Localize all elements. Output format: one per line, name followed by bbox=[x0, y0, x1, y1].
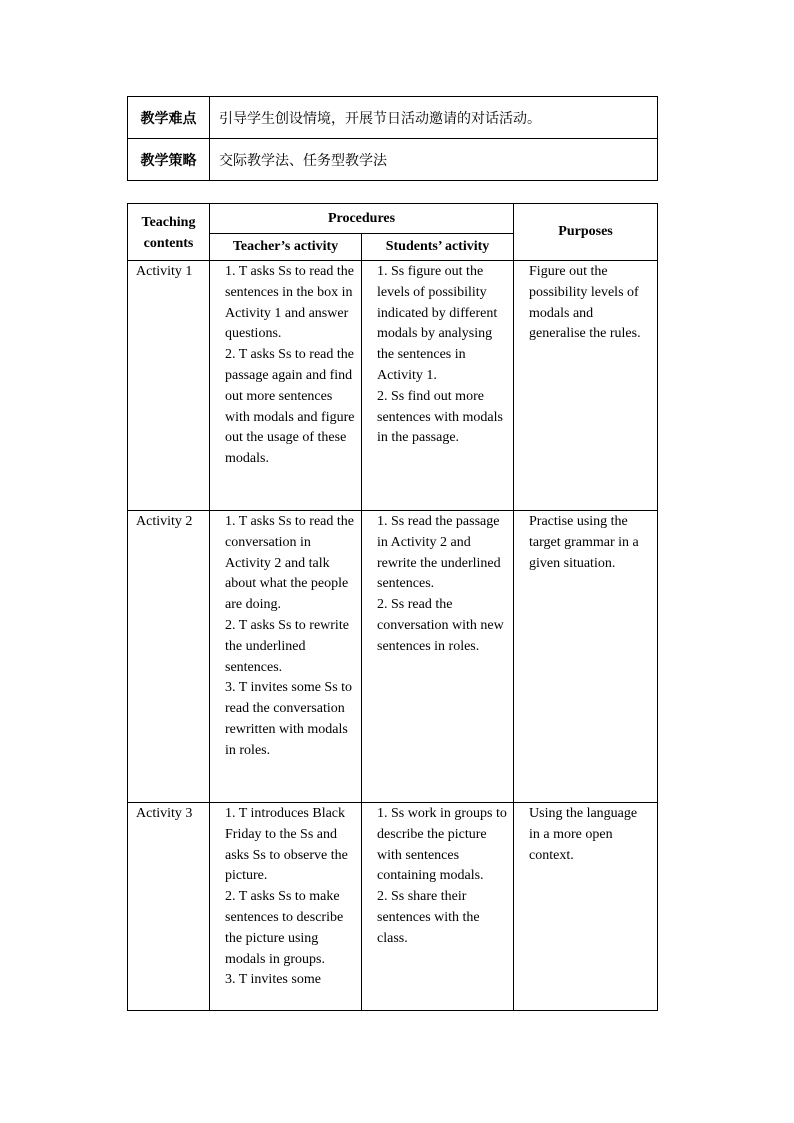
teacher-step: 1. T asks Ss to read the conversation in Activity 2 and talk about what the people are doing. bbox=[225, 514, 354, 613]
purposes-header: Purposes bbox=[514, 204, 658, 261]
teacher-activity-cell bbox=[210, 261, 362, 511]
teacher-step: 1. T introduces Black Friday to the Ss and asks Ss to observe the picture. bbox=[225, 806, 348, 884]
table-row bbox=[128, 261, 658, 511]
students-activity-cell bbox=[362, 803, 514, 1011]
purpose-cell bbox=[514, 511, 658, 803]
students-activity-cell bbox=[362, 261, 514, 511]
procedures-table bbox=[127, 203, 658, 1011]
procedures-header: Procedures bbox=[210, 204, 514, 234]
teacher-activity-cell bbox=[210, 803, 362, 1011]
teacher-step: 2. T asks Ss to make sentences to describe the picture using modals in groups. bbox=[225, 889, 344, 967]
strategy-table bbox=[127, 96, 658, 181]
header-row bbox=[128, 204, 658, 234]
purpose-text: Figure out the possibility levels of modals and generalise the rules. bbox=[529, 264, 641, 342]
students-step: 2. Ss find out more sentences with modals in the passage. bbox=[377, 388, 503, 446]
purpose-text: Using the language in a more open context. bbox=[529, 806, 638, 863]
students-activity-header: Students’ activity bbox=[362, 234, 514, 261]
activity-cell bbox=[128, 261, 210, 511]
row-label: 教学策略 bbox=[128, 139, 210, 181]
teaching-contents-header bbox=[128, 204, 210, 261]
teaching-contents-label: Teaching contents bbox=[141, 215, 196, 251]
table-row bbox=[128, 511, 658, 803]
table-row bbox=[128, 139, 658, 181]
purpose-text: Practise using the target grammar in a given situation. bbox=[529, 514, 639, 571]
purpose-cell bbox=[514, 803, 658, 1011]
row-label: 教学难点 bbox=[128, 97, 210, 139]
row-value: 引导学生创设情境，开展节日活动邀请的对话活动。 bbox=[210, 97, 658, 139]
table-row bbox=[128, 803, 658, 1011]
activity-label: Activity 1 bbox=[136, 264, 193, 279]
teacher-step: 2. T asks Ss to read the passage again and find out more sentences with modals and figure out the usage of these modals. bbox=[225, 347, 355, 467]
teacher-activity-header: Teacher’s activity bbox=[210, 234, 362, 261]
students-step: 1. Ss figure out the levels of possibility indicated by different modals by analysing the sentences in Activity 1. bbox=[377, 264, 498, 383]
activity-label: Activity 2 bbox=[136, 514, 193, 529]
teacher-step: 2. T asks Ss to rewrite the underlined sentences. bbox=[225, 617, 349, 675]
students-step: 2. Ss share their sentences with the class. bbox=[377, 889, 480, 946]
teacher-step: 3. T invites some Ss to read the conversation rewritten with modals in roles. bbox=[225, 680, 353, 758]
students-activity-cell bbox=[362, 511, 514, 803]
students-step: 1. Ss read the passage in Activity 2 and rewrite the underlined sentences. bbox=[377, 514, 501, 592]
students-step: 2. Ss read the conversation with new sentences in roles. bbox=[377, 597, 504, 654]
activity-cell bbox=[128, 511, 210, 803]
purpose-cell bbox=[514, 261, 658, 511]
teacher-step: 1. T asks Ss to read the sentences in the box in Activity 1 and answer questions. bbox=[225, 264, 354, 342]
row-value: 交际教学法、任务型教学法 bbox=[210, 139, 658, 181]
students-step: 1. Ss work in groups to describe the picture with sentences containing modals. bbox=[377, 806, 507, 884]
teacher-activity-cell bbox=[210, 511, 362, 803]
table-row bbox=[128, 97, 658, 139]
activity-label: Activity 3 bbox=[136, 806, 193, 821]
activity-cell bbox=[128, 803, 210, 1011]
teacher-step: 3. T invites some bbox=[225, 972, 321, 988]
